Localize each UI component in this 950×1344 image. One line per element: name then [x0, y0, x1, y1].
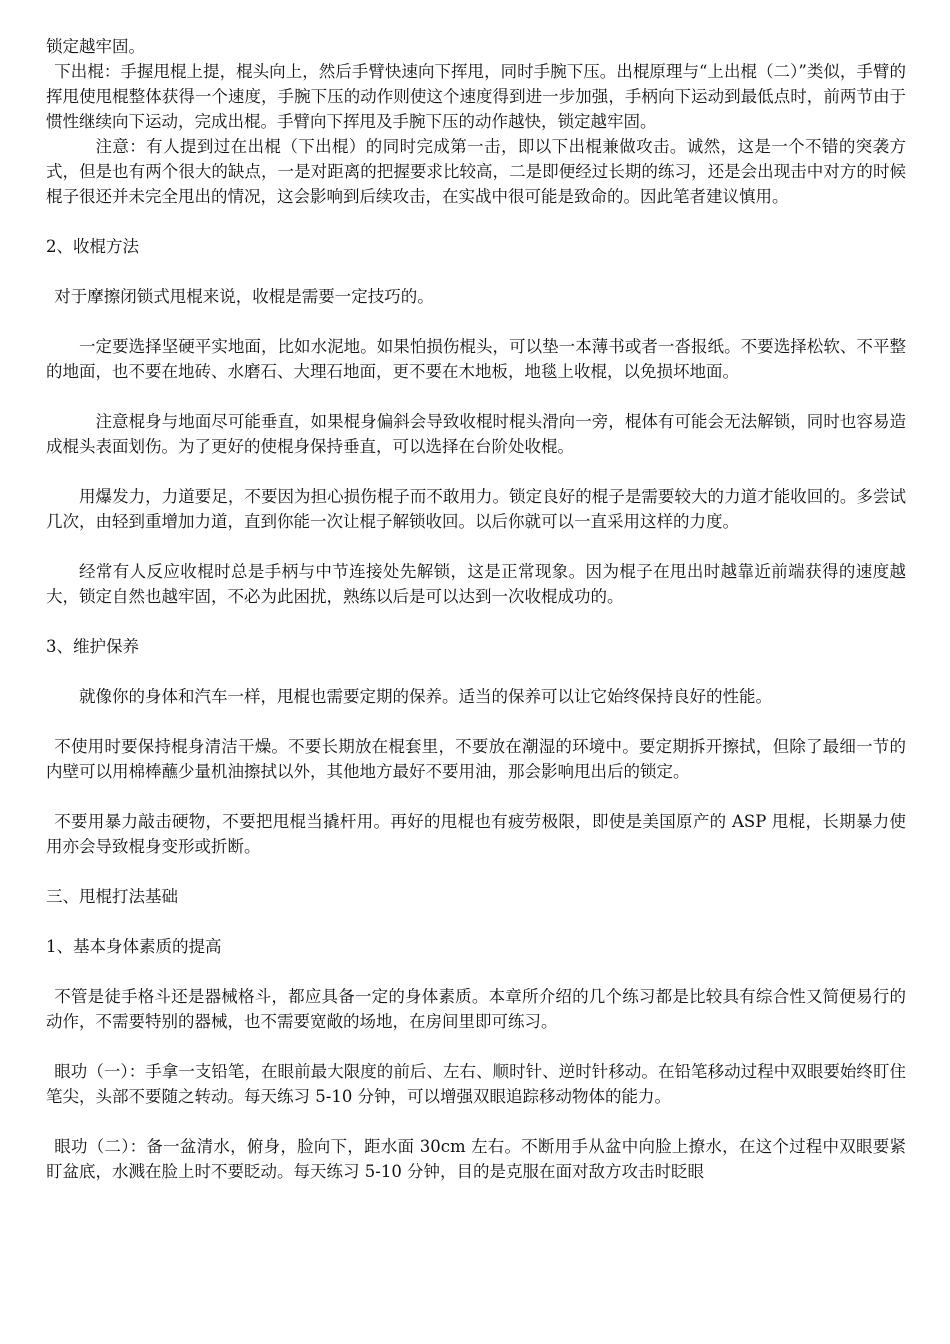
spacer	[46, 309, 906, 334]
spacer	[46, 959, 906, 984]
chapter-heading-basics: 三、甩棍打法基础	[46, 887, 178, 906]
spacer	[46, 459, 906, 484]
paragraph-intro-end: 锁定越牢固。	[46, 37, 145, 56]
spacer	[46, 784, 906, 809]
spacer	[46, 259, 906, 284]
paragraph-down-draw: 下出棍：手握甩棍上提，棍头向上，然后手臂快速向下挥甩，同时手腕下压。出棍原理与“上出棍（二）”类似，手臂的挥甩使甩棍整体获得一个速度，手腕下压的动作则使这个速度得到进一步加强，手柄向下运动到最低点时，前两节由于惯性继续向下运动，完成出棍。手臂向下挥甩及手腕下压的动作越快，锁定越牢固。	[46, 62, 906, 131]
spacer	[46, 1109, 906, 1134]
spacer	[46, 609, 906, 634]
spacer	[46, 909, 906, 934]
paragraph-eye-drill-1: 眼功（一）：手拿一支铅笔，在眼前最大限度的前后、左右、顺时针、逆时针移动。在铅笔移动过程中双眼要始终盯住笔尖，头部不要随之转动。每天练习 5-10 分钟，可以增强双眼追踪移动物体的能力。	[46, 1062, 906, 1106]
spacer	[46, 534, 906, 559]
spacer	[46, 859, 906, 884]
paragraph-maintenance-clean: 不使用时要保持棍身清洁干燥。不要长期放在棍套里，不要放在潮湿的环境中。要定期拆开擦拭，但除了最细一节的内壁可以用棉棒蘸少量机油擦拭以外，其他地方最好不要用油，那会影响甩出后的锁定。	[46, 737, 906, 781]
section-heading-fitness: 1、基本身体素质的提高	[46, 937, 222, 956]
section-heading-retract: 2、收棍方法	[46, 237, 139, 256]
paragraph-retract-intro: 对于摩擦闭锁式甩棍来说，收棍是需要一定技巧的。	[54, 287, 434, 306]
spacer	[46, 709, 906, 734]
spacer	[46, 1034, 906, 1059]
paragraph-retract-ground: 一定要选择坚硬平实地面，比如水泥地。如果怕损伤棍头，可以垫一本薄书或者一沓报纸。不要选择松软、不平整的地面，也不要在地砖、水磨石、大理石地面，更不要在木地板，地毯上收棍，以免损坏地面。	[46, 337, 906, 381]
paragraph-retract-common: 经常有人反应收棍时总是手柄与中节连接处先解锁，这是正常现象。因为棍子在甩出时越靠近前端获得的速度越大，锁定自然也越牢固，不必为此困扰，熟练以后是可以达到一次收棍成功的。	[46, 562, 906, 606]
paragraph-maintenance-violence: 不要用暴力敲击硬物，不要把甩棍当撬杆用。再好的甩棍也有疲劳极限，即使是美国原产的 ASP 甩棍，长期暴力使用亦会导致棍身变形或折断。	[46, 812, 906, 856]
section-heading-maintenance: 3、维护保养	[46, 637, 139, 656]
spacer	[46, 659, 906, 684]
paragraph-retract-force: 用爆发力，力道要足，不要因为担心损伤棍子而不敢用力。锁定良好的棍子是需要较大的力道才能收回的。多尝试几次，由轻到重增加力道，直到你能一次让棍子解锁收回。以后你就可以一直采用这样的力度。	[46, 487, 906, 531]
paragraph-caution-draw: 注意：有人提到过在出棍（下出棍）的同时完成第一击，即以下出棍兼做攻击。诚然，这是一个不错的突袭方式，但是也有两个很大的缺点，一是对距离的把握要求比较高，二是即便经过长期的练习，还是会出现击中对方的时候棍子很还并未完全甩出的情况，这会影响到后续攻击，在实战中很可能是致命的。因此笔者建议慎用。	[46, 137, 906, 206]
paragraph-eye-drill-2: 眼功（二）：备一盆清水，俯身，脸向下，距水面 30cm 左右。不断用手从盆中向脸上撩水，在这个过程中双眼要紧盯盆底，水溅在脸上时不要眨动。每天练习 5-10 分钟，目的是克服在面对敌方攻击时眨眼	[46, 1137, 906, 1181]
spacer	[46, 384, 906, 409]
spacer	[46, 209, 906, 234]
paragraph-fitness-intro: 不管是徒手格斗还是器械格斗，都应具备一定的身体素质。本章所介绍的几个练习都是比较具有综合性又简便易行的动作，不需要特别的器械，也不需要宽敞的场地，在房间里即可练习。	[46, 987, 906, 1031]
paragraph-retract-vertical: 注意棍身与地面尽可能垂直，如果棍身偏斜会导致收棍时棍头滑向一旁，棍体有可能会无法解锁，同时也容易造成棍头表面划伤。为了更好的使棍身保持垂直，可以选择在台阶处收棍。	[46, 412, 906, 456]
paragraph-maintenance-intro: 就像你的身体和汽车一样，甩棍也需要定期的保养。适当的保养可以让它始终保持良好的性能。	[79, 687, 772, 706]
